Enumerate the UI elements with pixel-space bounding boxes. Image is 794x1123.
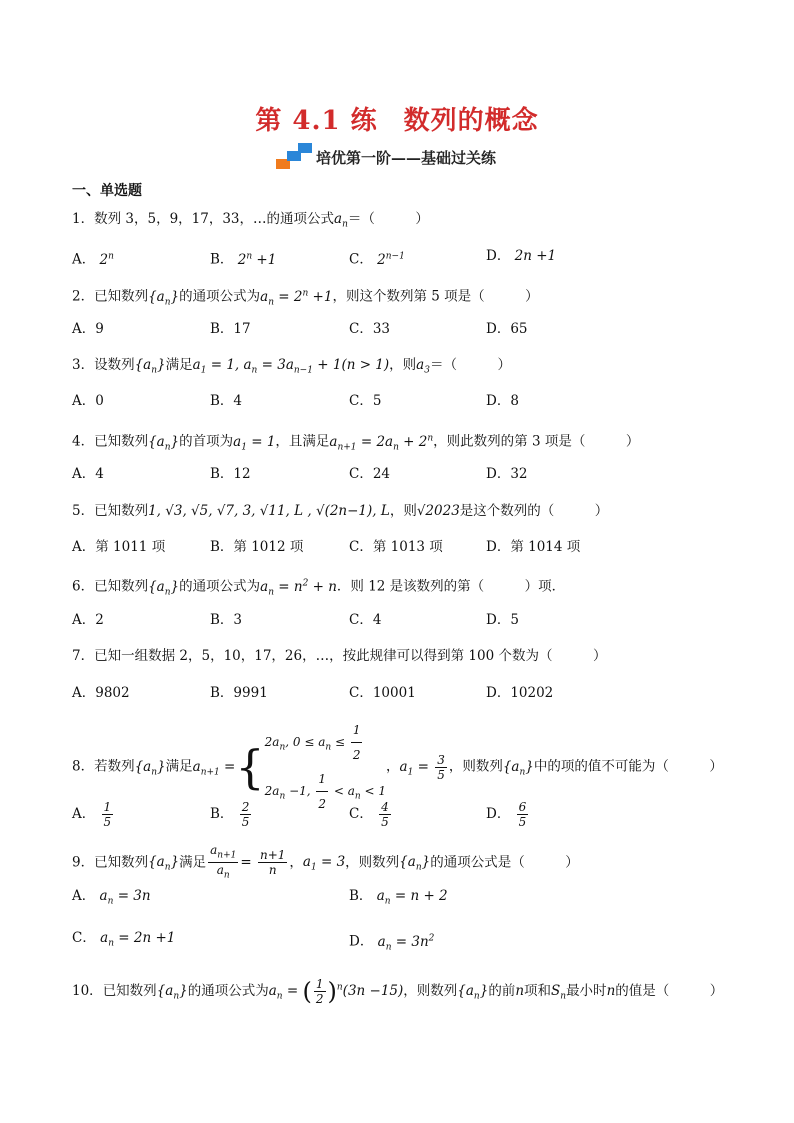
q6-option-d[interactable]: D．5 (486, 612, 519, 628)
page-title: 第 4.1 练 数列的概念 (255, 106, 539, 136)
q2-option-b[interactable]: B．17 (210, 321, 251, 337)
q4-option-d[interactable]: D．32 (486, 466, 528, 482)
question-5: 5．已知数列1, √3, √5, √7, 3, √11, L , √(2n−1), L，则√2023是这个数列的（ ） (72, 503, 609, 519)
question-1: 1．数列 3，5，9，17，33，…的通项公式$a_n=$（ ） (72, 211, 429, 230)
q7-option-c[interactable]: C．10001 (349, 685, 416, 701)
q6-option-b[interactable]: B．3 (210, 612, 243, 628)
q5-option-c[interactable]: C．第 1013 项 (349, 539, 443, 555)
question-4: 4．已知数列$\{a_n\}$的首项为$a_1 = 1$，且满足$a_{n+1} = 2a_n + 2^n$，则此数列的第 3 项是（ ） (72, 433, 640, 453)
q1-option-d[interactable]: D． 2n +1 (486, 248, 557, 264)
question-8: 8．若数列$\{a_n\}$满足$a_{n+1}$ ={ $2a_n$, $0 \le a_n$ ≤ $\frac{1}{2}$ $2a_n -1$, $\frac{1}{2}$ < $a_n < 1$ ，$a_1$ = $\frac{3}{5}$ ，则数列$\{a_n\}$中的项的值不可能为（ ） (72, 718, 723, 816)
q9-option-b[interactable]: B． $a_n = n + 2$ (349, 888, 448, 907)
question-3: 3．设数列$\{a_n\}$满足$a_1 = 1$, $a_n = 3a_{n-1} + 1(n > 1)$，则$a_3=$（ ） (72, 357, 511, 376)
q9-option-c[interactable]: C． $a_n = 2n +1$ (72, 930, 176, 949)
q1-option-a[interactable]: A． 2$^n$ (72, 251, 114, 268)
q1-option-b[interactable]: B． $2^n +1$ (210, 251, 277, 268)
question-7: 7．已知一组数据 2，5，10，17，26，…，按此规律可以得到第 100 个数为（ ） (72, 648, 607, 664)
q7-option-a[interactable]: A．9802 (72, 685, 130, 701)
q8-option-d[interactable]: D． $\frac{6}{5}$ (486, 800, 527, 829)
q3-option-a[interactable]: A．0 (72, 393, 104, 409)
q9-option-d[interactable]: D． $a_n = 3n^2$ (349, 933, 435, 953)
q8-option-a[interactable]: A． $\frac{1}{5}$ (72, 800, 112, 829)
section-heading: 一、单选题 (72, 183, 142, 199)
question-9: 9．已知数列$\{a_n\}$满足 $\frac{a_{n+1}}{a_n}$ = $\frac{n+1}{n}$ ，$a_1 = 3$，则数列$\{a_n\}$的通项公式是（ ） (72, 843, 579, 881)
q5-option-b[interactable]: B．第 1012 项 (210, 539, 304, 555)
q6-option-c[interactable]: C．4 (349, 612, 382, 628)
q3-option-c[interactable]: C．5 (349, 393, 382, 409)
q4-option-c[interactable]: C．24 (349, 466, 391, 482)
q2-option-a[interactable]: A．9 (72, 321, 104, 337)
subtitle-row (276, 142, 496, 172)
q4-option-a[interactable]: A．4 (72, 466, 104, 482)
q5-option-d[interactable]: D．第 1014 项 (486, 539, 581, 555)
q9-option-a[interactable]: A． $a_n = 3n$ (72, 888, 151, 907)
q2-option-c[interactable]: C．33 (349, 321, 391, 337)
q8-option-c[interactable]: C． $\frac{4}{5}$ (349, 800, 389, 829)
q8-option-b[interactable]: B． $\frac{2}{5}$ (210, 800, 250, 829)
q5-option-a[interactable]: A．第 1011 项 (72, 539, 166, 555)
q6-option-a[interactable]: A．2 (72, 612, 104, 628)
question-2: 2．已知数列$\{a_n\}$的通项公式为$a_n = 2^n +1$，则这个数列第 5 项是（ ） (72, 288, 539, 308)
question-10: 10．已知数列$\{a_n\}$的通项公式为$a_n$ = ( $\frac{1}{2}$ )$^n$(3n −15)，则数列$\{a_n\}$的前n项和$S_n$最小时n的值是（ ） (72, 977, 724, 1006)
stair-steps-icon (276, 143, 312, 171)
q3-option-d[interactable]: D．8 (486, 393, 519, 409)
q7-option-d[interactable]: D．10202 (486, 685, 554, 701)
q3-option-b[interactable]: B．4 (210, 393, 243, 409)
q2-option-d[interactable]: D．65 (486, 321, 528, 337)
q7-option-b[interactable]: B．9991 (210, 685, 268, 701)
q4-option-b[interactable]: B．12 (210, 466, 251, 482)
q1-option-c[interactable]: C． $2^{n-1}$ (349, 251, 405, 268)
question-6: 6．已知数列$\{a_n\}$的通项公式为$a_n = n^2 + n$．则 12 是该数列的第（ ）项． (72, 578, 566, 598)
subtitle: 培优第一阶——基础过关练 (316, 148, 497, 167)
